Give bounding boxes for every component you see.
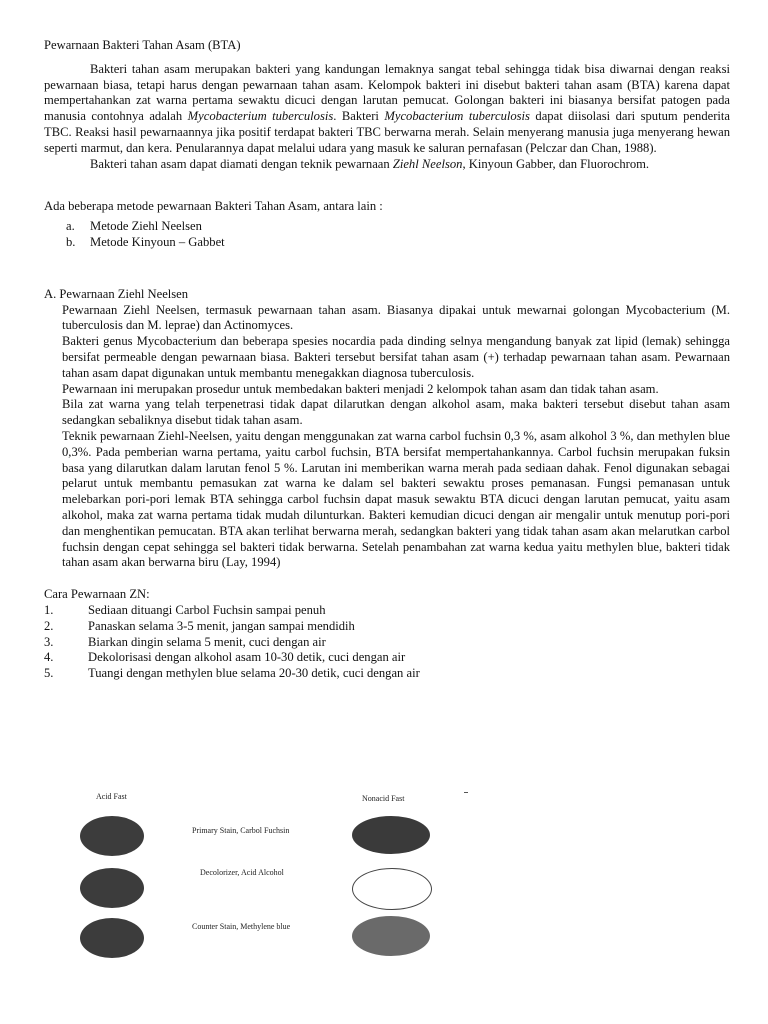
section-paragraph-2: Bakteri genus Mycobacterium dan beberapa spesies nocardia pada dinding selnya mengandung banyak zat lipid (lemak) sehingga bersifat permeable dengan pewarnaan biasa. Bakteri tersebut bersifat tahan asam (+) terhadap pewarnaan tahan asam. Pewarnaan tahan asam dapat digunakan untuk membantu menegakkan diagnosa tuberculosis. (62, 334, 730, 380)
acid-fast-cell-primary (80, 816, 144, 856)
acid-fast-cell-decolorized (80, 868, 144, 908)
methods-list (66, 219, 730, 251)
list-marker: b. (66, 234, 76, 249)
acid-fast-label: Acid Fast (96, 792, 127, 801)
section-paragraph-4: Bila zat warna yang telah terpenetrasi tidak dapat dilarutkan dengan alkohol asam, maka bakteri tersebut disebut tahan asam sedangkan sebaliknya disebut tidak tahan asam. (62, 397, 730, 428)
stage-label-primary: Primary Stain, Carbol Fuchsin (192, 826, 290, 835)
spacer (44, 172, 730, 187)
list-item (44, 619, 730, 635)
step-text: Dekolorisasi dengan alkohol asam 10-30 detik, cuci dengan air (88, 650, 406, 665)
step-number: 3. (44, 634, 54, 649)
step-number: 5. (44, 666, 54, 681)
section-body (62, 303, 730, 572)
document-page (44, 38, 730, 682)
list-item (44, 603, 730, 619)
intro-paragraph-1: Bakteri tahan asam merupakan bakteri yang kandungan lemaknya sangat tebal sehingga tidak bisa diwarnai dengan reaksi pewarnaan biasa, tetapi harus dengan pewarnaan tahan asam. Kelompok bakteri ini disebut bakteri tahan asam (BTA) karena dapat mempertahankan zat warna pertama sewaktu dicuci dengan larutan pemucat. Golongan bakteri ini biasanya bersifat patogen pada manusia contohnya adalah Mycobacterium tuberculosis. Bakteri Mycobacterium tuberculosis dapat diisolasi dari sputum penderita TBC. Reaksi hasil pewarnaannya jika positif terdapat bakteri TBC berwarna merah. Selain menyerang manusia juga menyerang hewan seperti marmut, dan kera. Penularannya dapat melalui udara yang masuk ke saluran pernafasan (Pelczar dan Chan, 1988). (44, 61, 731, 155)
step-number: 1. (44, 602, 54, 617)
document-title: Pewarnaan Bakteri Tahan Asam (BTA) (44, 38, 241, 52)
list-item (66, 235, 730, 251)
nonacid-cell-decolorized (352, 868, 432, 910)
section-paragraph-3: Pewarnaan ini merupakan prosedur untuk membedakan bakteri menjadi 2 kelompok tahan asam dan tidak tahan asam. (62, 381, 659, 396)
steps-title: Cara Pewarnaan ZN: (44, 587, 150, 602)
step-text: Sediaan dituangi Carbol Fuchsin sampai penuh (88, 602, 326, 617)
steps-list (44, 603, 730, 682)
list-item (44, 650, 730, 666)
method-text: Metode Ziehl Neelsen (90, 219, 202, 234)
section-ziehl-neelsen (44, 287, 730, 682)
step-number: 2. (44, 618, 54, 633)
methods-intro: Ada beberapa metode pewarnaan Bakteri Tahan Asam, antara lain : (44, 199, 383, 214)
list-item (44, 635, 730, 651)
section-paragraph-1: Pewarnaan Ziehl Neelsen, termasuk pewarnaan tahan asam. Biasanya dipakai untuk mewarnai golongan Mycobacterium (M. tuberculosis dan M. leprae) dan Actinomyces. (62, 302, 730, 333)
list-item (66, 219, 730, 235)
section-heading: A. Pewarnaan Ziehl Neelsen (44, 286, 189, 301)
list-marker: a. (66, 219, 75, 234)
step-text: Biarkan dingin selama 5 menit, cuci dengan air (88, 634, 326, 649)
acid-fast-cell-counterstain (80, 918, 144, 958)
stray-mark (464, 792, 468, 793)
staining-figure (60, 788, 480, 968)
nonacid-cell-primary (352, 816, 430, 854)
stage-label-counterstain: Counter Stain, Methylene blue (192, 922, 291, 931)
step-number: 4. (44, 650, 54, 665)
nonacid-fast-label: Nonacid Fast (362, 794, 405, 803)
section-paragraph-5: Teknik pewarnaan Ziehl-Neelsen, yaitu dengan menggunakan zat warna carbol fuchsin 0,3 %, asam alkohol 3 %, dan methylen blue 0,3%. Pada pemberian warna pertama, yaitu carbol fuchsin, BTA bersifat mempertahankannya. Carbol fuchsin merupakan fuksin basa yang dilarutkan dalam larutan fenol 5 %. Larutan ini memberikan warna merah pada sediaan dahak. Fenol digunakan sebagai pelarut untuk membantu pemasukan zat warna ke dalam sel bakteri sewaktu proses pemanasan. Fungsi pemanasan untuk melebarkan pori-pori lemak BTA sehingga carbol fuchsin dapat masuk sewaktu BTA dicuci dengan larutan pemucat, yaitu asam alkohol, maka zat warna pertama tidak mudah dilunturkan. Bakteri kemudian dicuci dengan air mengalir untuk menutup pori-pori dan menghentikan pemucatan. BTA akan terlihat berwarna merah, sedangkan bakteri yang tidak tahan asam akan melarutkan carbol fuchsin dengan cepat sehingga sel bakteri tidak berwarna. Setelah penambahan zat warna kedua yaitu methylen blue, bakteri tidak tahan asam akan berwarna biru (Lay, 1994) (62, 428, 730, 570)
nonacid-cell-counterstain (352, 916, 430, 956)
step-text: Tuangi dengan methylen blue selama 20-30 detik, cuci dengan air (88, 666, 420, 681)
method-text: Metode Kinyoun – Gabbet (90, 234, 225, 249)
stage-label-decolorizer: Decolorizer, Acid Alcohol (200, 868, 284, 877)
step-text: Panaskan selama 3-5 menit, jangan sampai mendidih (88, 618, 355, 633)
intro-paragraph-2: Bakteri tahan asam dapat diamati dengan teknik pewarnaan Ziehl Neelson, Kinyoun Gabber, dan Fluorochrom. (90, 156, 650, 171)
list-item (44, 666, 730, 682)
